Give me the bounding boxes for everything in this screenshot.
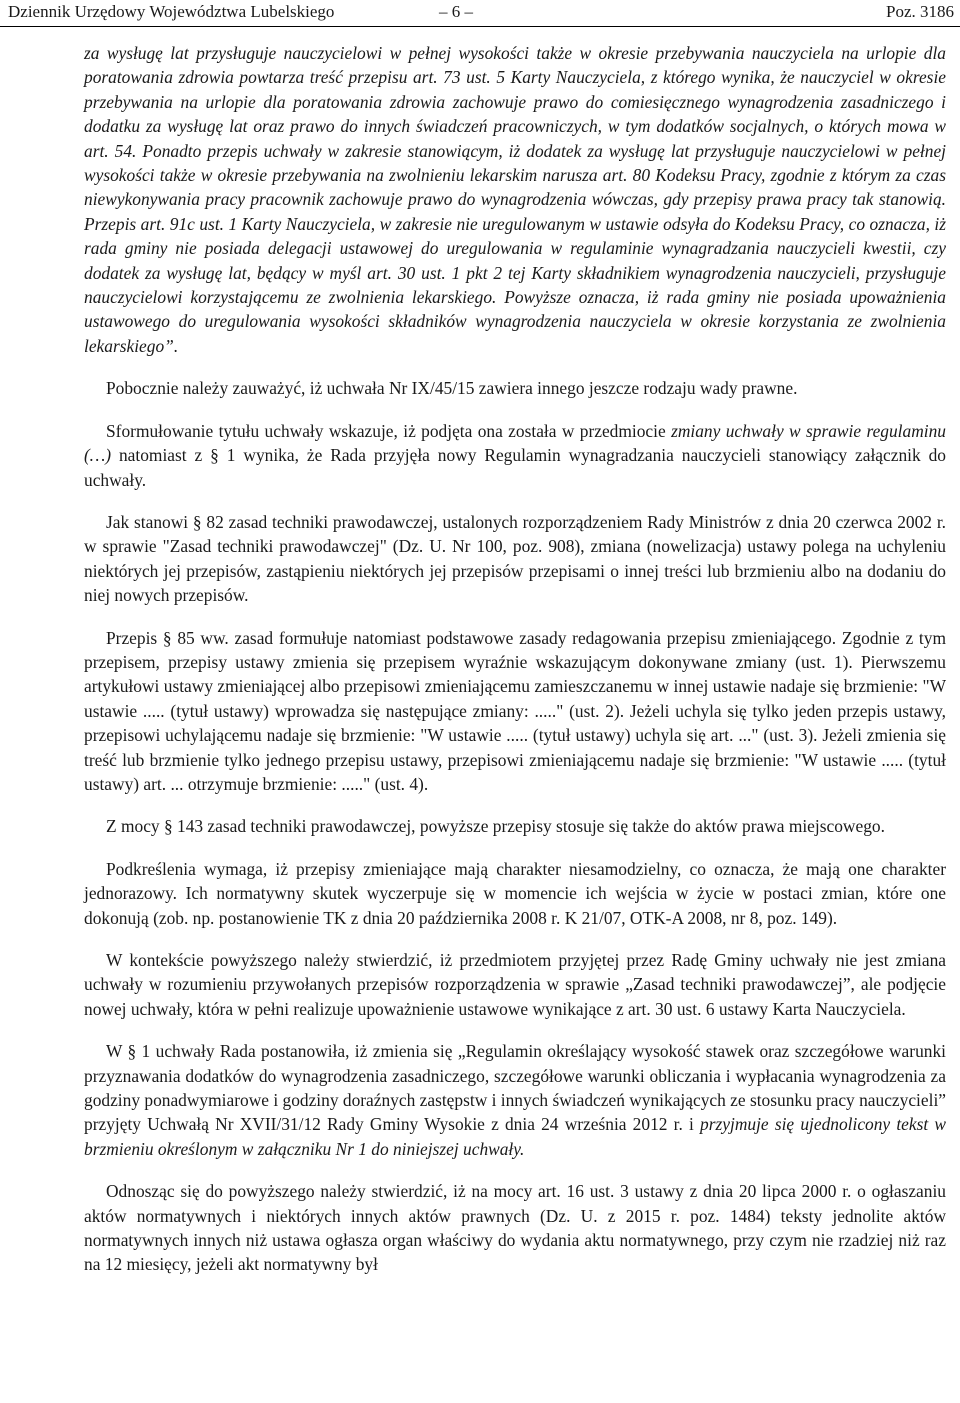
text-run: za wysługę lat przysługuje nauczycielowi w pełnej wysokości także w okresie przebywania nauczyciela na urlopie dla poratowania zdrowia powtarza treść przepisu art. 73 ust. 5 Karty Nauczyciela, z którego wynika, że nauczyciel w okresie przebywania na urlopie dla poratowania zdrowia zachowuje prawo do comiesięcznego wynagrodzenia zasadniczego i dodatku za wysługę lat oraz prawo do innych świadczeń pracowniczych, w tym dodatków socjalnych, o których mowa w art. 54. <box>84 43 946 161</box>
paragraph-1 <box>84 41 946 358</box>
page-number: – 6 – <box>439 2 473 21</box>
journal-title: Dziennik Urzędowy Województwa Lubelskiego <box>8 2 335 21</box>
text-run: W kontekście powyższego należy stwierdzić, iż przedmiotem przyjętej przez Radę Gminy uchwały nie jest zmiana uchwały w rozumieniu przywołanych przepisów rozporządzenia w sprawie „Zasad techniki prawodawczej”, ale podjęcie nowej uchwały, która w pełni realizuje upoważnienie ustawowe wynikające z art. 30 ust. 6 ustawy Karta Nauczyciela. <box>84 950 946 1019</box>
paragraph-9 <box>84 1039 946 1161</box>
text-run: Podkreślenia wymaga, iż przepisy zmieniające mają charakter niesamodzielny, co oznacza, że mają one charakter jednorazowy. Ich normatywny skutek wyczerpuje się w momencie ich wejścia w życie w postaci zmian, które one dokonują (zob. np. postanowienie TK z dnia 20 października 2008 r. K 21/07, OTK-A 2008, nr 8, poz. 149). <box>84 858 946 928</box>
text-run: Odnosząc się do powyższego należy stwierdzić, iż na mocy art. 16 ust. 3 ustawy z dnia 20 lipca 2000 r. o ogłaszaniu aktów normatywnych i niektórych innych aktów prawnych (Dz. U. z 2015 r. poz. 1484) teksty jednolite aktów normatywnych innych niż ustawa ogłasza organ właściwy do wydania aktu normatywnego, przy czym nie rzadziej niż raz na 12 miesięcy, jeżeli akt normatywny był <box>84 1181 946 1275</box>
text-run: przyjmuje się ujednolicony tekst w brzmieniu określonym w załączniku Nr 1 do niniejszej uchwały. <box>84 1114 946 1159</box>
text-run: Sformułowanie tytułu uchwały wskazuje, iż podjęta ona została w przedmiocie <box>106 420 672 441</box>
paragraph-3 <box>84 419 946 492</box>
text-run: Przepis § 85 ww. zasad formułuje natomiast podstawowe zasady redagowania przepisu zmieniającego. Zgodnie z tym przepisem, przepisy ustawy zmienia się przepisem wyraźnie wskazującym dokonywane zmiany (ust. 1). Pierwszemu artykułowi ustawy zmieniającej albo przepisowi zmieniającemu zamieszczanemu w innej ustawie nadaje się brzmienie: "W ustawie ..... (tytuł ustawy) wprowadza się następujące zmiany: ....." (ust. 2). Jeżeli uchyla się tylko jeden przepis ustawy, przepisowi uchylającemu nadaje się brzmienie: "W ustawie ..... (tytuł ustawy) uchyla się art. ..." (ust. 3). Jeżeli zmienia się treść lub brzmienie tylko jednego przepisu ustawy, przepisowi zmieniającemu nadaje się brzmienie: "W ustawie ..... (tytuł ustawy) art. ... otrzymuje brzmienie: ....." (ust. 4). <box>84 627 946 794</box>
text-run: Pobocznie należy zauważyć, iż uchwała Nr IX/45/15 zawiera innego jeszcze rodzaju wady prawne. <box>106 378 798 399</box>
paragraph-4 <box>84 510 946 608</box>
paragraph-5 <box>84 626 946 797</box>
paragraph-6 <box>84 814 946 838</box>
page-header <box>0 0 960 27</box>
text-run: zmiany uchwały w sprawie regulaminu (…) <box>84 420 946 466</box>
document-body <box>84 27 946 1277</box>
text-run: Ponadto przepis uchwały w zakresie stanowiącym, iż dodatek za wysługę lat przysługuje nauczycielowi w pełnej wysokości także w okresie przebywania na zwolnieniu lekarskim narusza art. 80 Kodeksu Pracy, zgodnie z którym za czas niewykonywania pracy pracownik zachowuje prawo do wynagrodzenia wówczas, gdy przepisy prawa pracy tak stanowią. Przepis art. 91c ust. 1 Karty Nauczyciela, w zakresie nie uregulowanym w ustawie odsyła do Kodeksu Pracy, co oznacza, iż rada gminy nie posiada delegacji ustawowej do uregulowania w regulaminie wynagradzania nauczycieli kwestii, czy dodatek za wysługę lat, będący w myśl art. 30 ust. 1 pkt 2 tej Karty składnikiem wynagrodzenia nauczycieli, przysługuje nauczycielowi korzystającemu ze zwolnienia lekarskiego. Powyższe oznacza, iż rada gminy nie posiada upoważnienia ustawowego do uregulowania wysokości składników wynagrodzenia nauczyciela w okresie korzystania ze zwolnienia lekarskiego”. <box>84 140 947 356</box>
text-run: natomiast z § 1 wynika, że Rada przyjęła nowy Regulamin wynagradzania nauczycieli stanowiący załącznik do uchwały. <box>84 445 946 490</box>
paragraph-7 <box>84 857 946 930</box>
paragraph-2 <box>84 376 946 400</box>
text-run: W § 1 uchwały Rada postanowiła, iż zmienia się „Regulamin określający wysokość stawek oraz szczegółowe warunki przyznawania dodatków do wynagrodzenia zasadniczego, szczegółowe warunki obliczania i wypłacania wynagrodzenia za godziny ponadwymiarowe i godziny doraźnych zastępstw i innych świadczeń wynikających ze stosunku pracy nauczycieli” przyjęty Uchwałą Nr XVII/31/12 Rady Gminy Wysokie z dnia 24 września 2012 r. i <box>84 1041 946 1135</box>
paragraph-10 <box>84 1179 946 1277</box>
text-run: Z mocy § 143 zasad techniki prawodawczej, powyższe przepisy stosuje się także do aktów prawa miejscowego. <box>106 816 885 837</box>
position-number: Poz. 3186 <box>886 2 954 21</box>
text-run: Jak stanowi § 82 zasad techniki prawodawczej, ustalonych rozporządzeniem Rady Ministrów z dnia 20 czerwca 2002 r. w sprawie "Zasad techniki prawodawczej" (Dz. U. Nr 100, poz. 908), zmiana (nowelizacja) ustawy polega na uchyleniu niektórych jej przepisów, zastąpieniu niektórych jej przepisów przepisami o innej treści lub brzmieniu albo na dodaniu do niej nowych przepisów. <box>84 511 946 606</box>
paragraph-8 <box>84 948 946 1021</box>
